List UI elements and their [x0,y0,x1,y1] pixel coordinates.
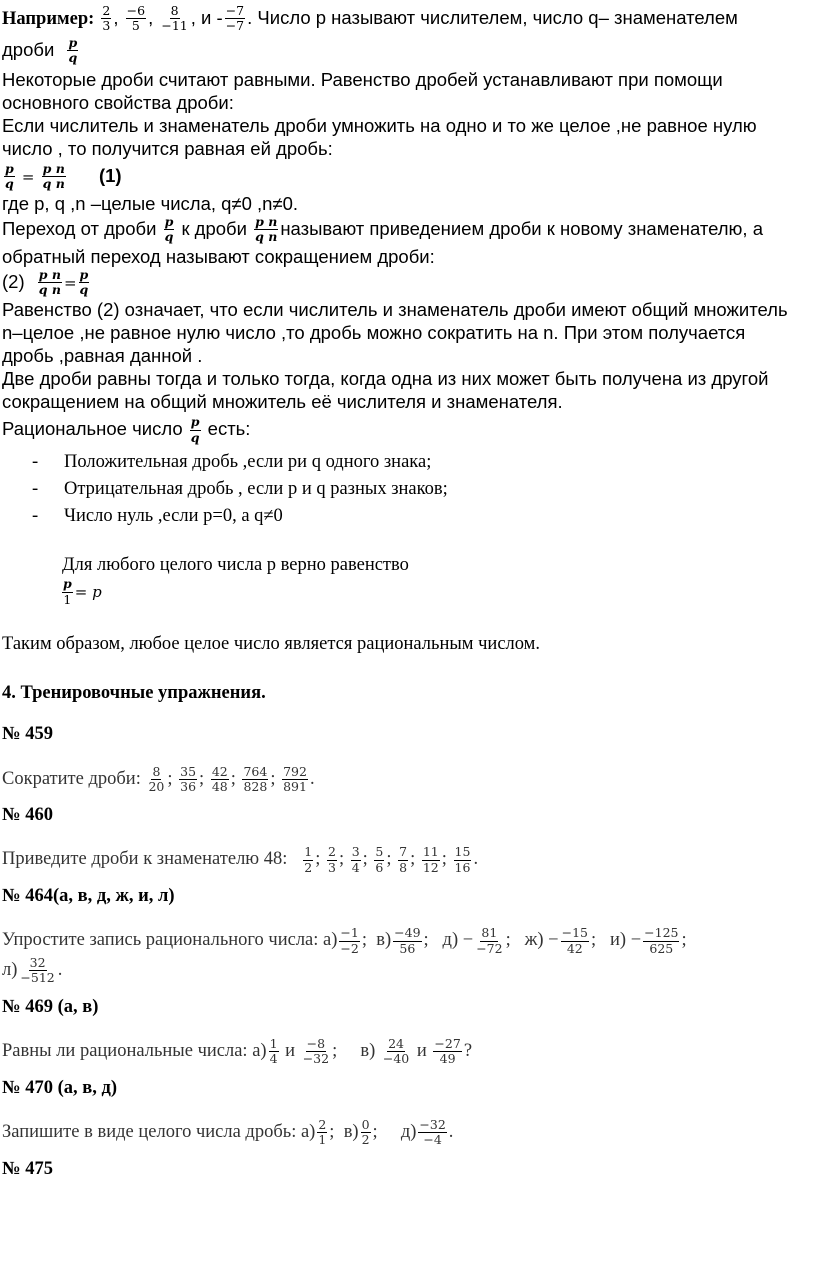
paragraph-3c: дробь ,равная данной . [2,344,203,366]
transition-line-2: обратный переход называют сокращением дроби: [2,245,435,267]
section-title: 4. Тренировочные упражнения. [2,683,266,704]
exercise-470-text: Запишите в виде целого числа дробь: а) $\frac{2}{1}$ ; в) $\frac{0}{2}$ ; д) $\frac{-32}{-4}$ . [2,1116,454,1148]
ex459-frac-2: $\frac{35}{36}$ [180,763,197,794]
example-fraction-4: $\frac{-7}{-7}$ [225,3,245,34]
fraction-word: дроби [2,38,55,60]
p-equals-line: $\frac{p}{1}$ = p [63,576,102,607]
p-over-1: $\frac{p}{1}$ [63,576,72,607]
exercise-464-text-2: л) $\frac{32}{-512}$ . [2,955,63,986]
list-item: - Число нуль ,если p=0, а q≠0 [32,506,283,527]
exercise-460-title: № 460 [2,805,53,826]
minus-sign: - [216,6,223,28]
ex460-frac-3: $\frac{3}{4}$ [351,844,360,875]
rational-fraction: $\frac{p}{q}$ [190,414,200,445]
example-fraction-3: $\frac{8}{-11}$ [161,3,188,34]
transition-line: Переход от дроби $\frac{p}{q}$ к дроби $\frac{\text{p n}}{\text{q n}}$ называют приведением дроби к новому знаменателю, а [2,213,763,245]
ex459-frac-4: $\frac{764}{828}$ [243,763,268,794]
eq1-lhs: $\frac{p}{q}$ [5,161,14,192]
exercise-460-text: Приведите дроби к знаменателю 48: $\frac{1}{2}$ ; $\frac{2}{3}$ ; $\frac{3}{4}$ ; $\frac{5}{6}$ ; $\frac{7}{8}$ ; $\frac{11}{12}$ ; $\frac{15}{16}$ . [2,844,479,875]
intro-label: Например: [2,8,95,29]
paragraph-4: Две дроби равны тогда и только тогда, когда одна из них может быть получена из другой [2,367,769,389]
exercise-475-title: № 475 [2,1158,53,1179]
paragraph-1: Некоторые дроби считают равными. Равенство дробей устанавливают при помощи [2,68,723,90]
paragraph-2b: число , то получится равная ей дробь: [2,137,333,159]
exercise-459-title: № 459 [2,724,53,745]
ex460-frac-2: $\frac{2}{3}$ [327,844,336,875]
trans-fraction-pq: $\frac{p}{q}$ [164,213,174,245]
ex460-frac-1: $\frac{1}{2}$ [304,844,313,875]
intro-line-2 [2,36,812,66]
exercise-469-title: № 469 (а, в) [2,996,99,1017]
conclusion-line: Таким образом, любое целое число является рациональным числом. [2,634,541,655]
paragraph-3: Равенство (2) означает, что если числитель и знаменатель дроби имеют общий множитель [2,298,788,320]
eq1-rhs: $\frac{\text{p n}}{\text{q n}}$ [42,161,65,192]
exercise-469-text: Равны ли рациональные числа: а) $\frac{1}{4}$ и $\frac{-8}{-32}$ ; в) $\frac{24}{-40}$ и $\frac{-27}{49}$ ? [2,1035,473,1067]
example-fraction-2: $\frac{-6}{5}$ [126,3,146,34]
list-item: - Отрицательная дробь , если p и q разных знаков; [32,479,448,499]
eq2-label: (2) [2,270,25,292]
exercise-470-title: № 470 (а, в, д) [2,1077,118,1098]
ex469-frac-b2: $\frac{-27}{49}$ [434,1035,461,1067]
equation-1 [2,162,812,192]
list-item: - Положительная дробь ,если ри q одного знака; [32,451,432,472]
example-fraction-1: $\frac{2}{3}$ [102,3,111,34]
paragraph-2: Если числитель и знаменатель дроби умножить на одно и то же целое ,не равное нулю [2,114,757,136]
ex464-frac-i: $\frac{-125}{625}$ [644,925,679,956]
bullet-list [2,451,812,528]
ex459-frac-3: $\frac{42}{48}$ [211,763,228,794]
ex470-frac-d: $\frac{-32}{-4}$ [419,1116,446,1148]
pq-fraction: $\frac{p}{q}$ [68,34,78,66]
ex460-frac-7: $\frac{15}{16}$ [454,844,471,875]
ex464-frac-d: $\frac{81}{-72}$ [476,925,503,956]
equation-2: (2) $\frac{\text{p n}}{\text{q n}}$ = $\frac{p}{q}$ [2,266,89,298]
eq1-label: (1) [98,164,122,186]
paragraph-4b: сокращением на общий множитель её числителя и знаменателя. [2,391,563,412]
intro-line: Например: $\frac{2}{3}$ , $\frac{-6}{5}$ , $\frac{8}{-11}$ , и - $\frac{-7}{-7}$ . Число p называют числителем, число q– знаменателем [2,3,738,34]
exercise-464-text: Упростите запись рационального числа: а) $\frac{-1}{-2}$ ; в) $\frac{-49}{56}$ ; д) − $\frac{81}{-72}$ ; ж) − $\frac{-15}{42}$ ; и) − $\frac{-125}{625}$ ; [2,925,687,956]
exercise-459-text: Сократите дроби: $\frac{8}{20}$ ; $\frac{35}{36}$ ; $\frac{42}{48}$ ; $\frac{764}{828}$ ; $\frac{792}{891}$ . [2,763,315,794]
ex464-frac-l: $\frac{32}{-512}$ [20,955,55,986]
exercise-464-title: № 464(а, в, д, ж, и, л) [2,886,175,907]
any-integer-line: Для любого целого числа p верно равенство [62,555,409,576]
document-page [2,4,812,1181]
ex459-frac-5: $\frac{792}{891}$ [283,763,307,794]
ex460-frac-5: $\frac{7}{8}$ [399,844,408,875]
ex469-frac-a2: $\frac{-8}{-32}$ [302,1035,330,1067]
where-line: где p, q ,n –целые числа, q≠0 ,n≠0. [2,192,299,214]
ex464-frac-v: $\frac{-49}{56}$ [394,925,421,956]
ex460-frac-6: $\frac{11}{12}$ [422,844,439,875]
ex469-frac-b1: $\frac{24}{-40}$ [382,1035,410,1067]
ex470-frac-v: $\frac{0}{2}$ [361,1116,370,1148]
ex464-frac-a: $\frac{-1}{-2}$ [340,925,359,956]
and-word: и [201,6,212,28]
ex470-frac-a: $\frac{2}{1}$ [318,1116,327,1148]
paragraph-1b: основного свойства дроби: [2,91,234,113]
eq2-rhs: $\frac{p}{q}$ [79,266,89,298]
ex460-frac-4: $\frac{5}{6}$ [375,844,384,875]
eq1-equals: = [21,167,35,186]
ex459-frac-1: $\frac{8}{20}$ [148,763,165,794]
ex464-frac-zh: $\frac{-15}{42}$ [561,925,588,956]
paragraph-3b: n–целое ,не равное нулю число ,то дробь можно сократить на n. При этом получается [2,321,746,343]
rational-line: Рациональное число $\frac{p}{q}$ есть: [2,414,251,445]
intro-text: Число p называют числителем, число q– знаменателем [257,6,738,28]
eq2-lhs: $\frac{\text{p n}}{\text{q n}}$ [38,266,61,298]
ex469-frac-a1: $\frac{1}{4}$ [269,1035,278,1067]
trans-fraction-pnqn: $\frac{\text{p n}}{\text{q n}}$ [255,213,278,245]
